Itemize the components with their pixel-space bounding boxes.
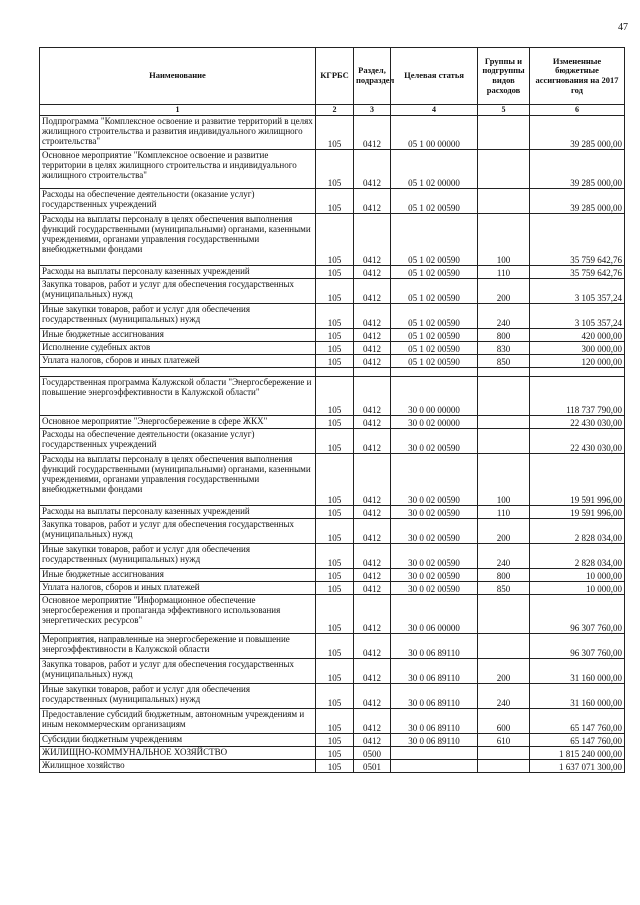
row-group: 110 <box>478 266 530 279</box>
page-number: 47 <box>618 22 628 33</box>
row-name: Основное мероприятие "Энергосбережение в сфере ЖКХ" <box>40 416 316 429</box>
row-kgrbs: 105 <box>316 342 354 355</box>
row-target: 30 0 02 00590 <box>391 569 478 582</box>
row-group: 200 <box>478 659 530 684</box>
row-section: 0412 <box>354 416 391 429</box>
row-name: Закупка товаров, работ и услуг для обеспечения государственных (муниципальных) нужд <box>40 279 316 304</box>
row-section: 0412 <box>354 214 391 266</box>
row-kgrbs: 105 <box>316 634 354 659</box>
row-group <box>478 429 530 454</box>
table-row <box>40 747 625 760</box>
row-section: 0412 <box>354 342 391 355</box>
table-row <box>40 416 625 429</box>
row-group: 610 <box>478 734 530 747</box>
row-name: Подпрограмма "Комплексное освоение и развитие территорий в целях жилищного строительства и развития индивидуального жилищного строительства" <box>40 116 316 150</box>
table-row <box>40 506 625 519</box>
row-amount: 96 307 760,00 <box>530 595 625 634</box>
row-name: Расходы на выплаты персоналу казенных учреждений <box>40 266 316 279</box>
row-name: Предоставление субсидий бюджетным, автономным учреждениям и иным некоммерческим организациям <box>40 709 316 734</box>
row-amount: 19 591 996,00 <box>530 506 625 519</box>
row-amount: 1 815 240 000,00 <box>530 747 625 760</box>
row-target: 30 0 02 00590 <box>391 544 478 569</box>
column-number-row <box>40 105 625 116</box>
row-section: 0412 <box>354 506 391 519</box>
row-amount: 22 430 030,00 <box>530 416 625 429</box>
row-target <box>391 368 478 377</box>
row-target: 30 0 06 89110 <box>391 634 478 659</box>
row-amount: 3 105 357,24 <box>530 304 625 329</box>
row-section: 0501 <box>354 760 391 773</box>
row-group <box>478 760 530 773</box>
row-target: 05 1 02 00590 <box>391 214 478 266</box>
row-target: 30 0 02 00590 <box>391 429 478 454</box>
row-name: Расходы на обеспечение деятельности (оказание услуг) государственных учреждений <box>40 189 316 214</box>
row-kgrbs <box>316 368 354 377</box>
column-number: 1 <box>40 105 316 116</box>
row-group <box>478 747 530 760</box>
row-kgrbs: 105 <box>316 429 354 454</box>
row-group: 240 <box>478 684 530 709</box>
row-group <box>478 416 530 429</box>
row-target <box>391 760 478 773</box>
header-amount: Измененные бюджетные ассигнования на 2017 год <box>530 48 625 105</box>
row-target: 30 0 06 89110 <box>391 734 478 747</box>
header-target: Целевая статья <box>391 48 478 105</box>
row-name: Иные бюджетные ассигнования <box>40 569 316 582</box>
row-section: 0412 <box>354 150 391 189</box>
row-amount: 65 147 760,00 <box>530 709 625 734</box>
row-name: Субсидии бюджетным учреждениям <box>40 734 316 747</box>
table-row <box>40 582 625 595</box>
row-group <box>478 116 530 150</box>
column-number: 2 <box>316 105 354 116</box>
row-group <box>478 377 530 416</box>
row-kgrbs: 105 <box>316 304 354 329</box>
row-name: Основное мероприятие "Комплексное освоение и развитие территории в целях жилищного строительства и индивидуального жилищного строительства" <box>40 150 316 189</box>
row-name: Иные бюджетные ассигнования <box>40 329 316 342</box>
row-section: 0412 <box>354 595 391 634</box>
row-group: 850 <box>478 355 530 368</box>
row-amount: 118 737 790,00 <box>530 377 625 416</box>
table-row <box>40 569 625 582</box>
table-row <box>40 355 625 368</box>
row-kgrbs: 105 <box>316 709 354 734</box>
row-group: 200 <box>478 519 530 544</box>
row-section: 0412 <box>354 582 391 595</box>
row-target: 30 0 06 89110 <box>391 659 478 684</box>
row-section: 0412 <box>354 569 391 582</box>
table-row <box>40 429 625 454</box>
row-target: 05 1 02 00590 <box>391 266 478 279</box>
table-row <box>40 659 625 684</box>
row-group: 240 <box>478 304 530 329</box>
row-name: Уплата налогов, сборов и иных платежей <box>40 582 316 595</box>
row-amount: 35 759 642,76 <box>530 214 625 266</box>
row-group <box>478 595 530 634</box>
header-section: Раздел, подраздел <box>354 48 391 105</box>
row-target: 30 0 00 00000 <box>391 377 478 416</box>
table-row <box>40 634 625 659</box>
row-section <box>354 368 391 377</box>
table-row <box>40 595 625 634</box>
row-group: 850 <box>478 582 530 595</box>
row-section: 0412 <box>354 684 391 709</box>
row-amount: 10 000,00 <box>530 582 625 595</box>
row-group: 600 <box>478 709 530 734</box>
row-name: ЖИЛИЩНО-КОММУНАЛЬНОЕ ХОЗЯЙСТВО <box>40 747 316 760</box>
table-row <box>40 329 625 342</box>
column-number: 5 <box>478 105 530 116</box>
row-amount: 2 828 034,00 <box>530 544 625 569</box>
row-name: Иные закупки товаров, работ и услуг для обеспечения государственных (муниципальных) нужд <box>40 684 316 709</box>
row-group <box>478 150 530 189</box>
budget-table <box>39 47 625 773</box>
header-kgrbs: КГРБС <box>316 48 354 105</box>
row-section: 0412 <box>354 709 391 734</box>
row-name: Государственная программа Калужской области "Энергосбережение и повышение энергоэффективности в Калужской области" <box>40 377 316 416</box>
row-group <box>478 368 530 377</box>
table-row <box>40 519 625 544</box>
header-name: Наименование <box>40 48 316 105</box>
row-name: Расходы на выплаты персоналу в целях обеспечения выполнения функций государственными (муниципальными) органами, казенными учреждениями, органами управления государственными внебюджетными фондами <box>40 454 316 506</box>
row-name: Уплата налогов, сборов и иных платежей <box>40 355 316 368</box>
table-row <box>40 116 625 150</box>
row-name: Расходы на выплаты персоналу казенных учреждений <box>40 506 316 519</box>
table-row <box>40 734 625 747</box>
row-kgrbs: 105 <box>316 416 354 429</box>
row-target: 30 0 02 00590 <box>391 519 478 544</box>
row-section: 0412 <box>354 659 391 684</box>
row-name: Закупка товаров, работ и услуг для обеспечения государственных (муниципальных) нужд <box>40 519 316 544</box>
table-row <box>40 544 625 569</box>
row-kgrbs: 105 <box>316 760 354 773</box>
row-amount: 120 000,00 <box>530 355 625 368</box>
row-target: 30 0 02 00590 <box>391 506 478 519</box>
table-row <box>40 189 625 214</box>
row-section: 0412 <box>354 734 391 747</box>
row-kgrbs: 105 <box>316 506 354 519</box>
row-amount: 1 637 071 300,00 <box>530 760 625 773</box>
row-amount: 35 759 642,76 <box>530 266 625 279</box>
row-kgrbs: 105 <box>316 519 354 544</box>
row-kgrbs: 105 <box>316 747 354 760</box>
row-group: 100 <box>478 214 530 266</box>
row-kgrbs: 105 <box>316 684 354 709</box>
row-amount: 65 147 760,00 <box>530 734 625 747</box>
row-target: 05 1 02 00590 <box>391 189 478 214</box>
row-target: 30 0 02 00000 <box>391 416 478 429</box>
table-row <box>40 709 625 734</box>
row-group: 800 <box>478 329 530 342</box>
column-number: 4 <box>391 105 478 116</box>
table-row <box>40 454 625 506</box>
row-section: 0412 <box>354 266 391 279</box>
table-row <box>40 279 625 304</box>
row-amount: 10 000,00 <box>530 569 625 582</box>
row-group: 200 <box>478 279 530 304</box>
row-section: 0412 <box>354 116 391 150</box>
table-row <box>40 304 625 329</box>
row-group <box>478 634 530 659</box>
row-name <box>40 368 316 377</box>
table-row <box>40 150 625 189</box>
row-kgrbs: 105 <box>316 266 354 279</box>
row-group: 240 <box>478 544 530 569</box>
row-kgrbs: 105 <box>316 279 354 304</box>
table-row <box>40 214 625 266</box>
row-kgrbs: 105 <box>316 569 354 582</box>
row-amount <box>530 368 625 377</box>
row-target: 30 0 06 00000 <box>391 595 478 634</box>
row-target: 05 1 02 00590 <box>391 355 478 368</box>
row-section: 0412 <box>354 304 391 329</box>
table-row <box>40 368 625 377</box>
column-number: 3 <box>354 105 391 116</box>
row-target: 30 0 06 89110 <box>391 684 478 709</box>
row-name: Основное мероприятие "Информационное обеспечение энергосбережения и пропаганда эффективного использования энергетических ресурсов" <box>40 595 316 634</box>
row-group: 800 <box>478 569 530 582</box>
row-kgrbs: 105 <box>316 355 354 368</box>
table-row <box>40 760 625 773</box>
row-target <box>391 747 478 760</box>
row-amount: 3 105 357,24 <box>530 279 625 304</box>
row-name: Расходы на выплаты персоналу в целях обеспечения выполнения функций государственными (муниципальными) органами, казенными учреждениями, органами управления государственными внебюджетными фондами <box>40 214 316 266</box>
row-amount: 39 285 000,00 <box>530 189 625 214</box>
row-amount: 96 307 760,00 <box>530 634 625 659</box>
row-name: Иные закупки товаров, работ и услуг для обеспечения государственных (муниципальных) нужд <box>40 304 316 329</box>
row-amount: 39 285 000,00 <box>530 116 625 150</box>
row-target: 30 0 02 00590 <box>391 454 478 506</box>
row-section: 0412 <box>354 454 391 506</box>
row-group: 830 <box>478 342 530 355</box>
row-kgrbs: 105 <box>316 189 354 214</box>
row-amount: 300 000,00 <box>530 342 625 355</box>
row-amount: 31 160 000,00 <box>530 659 625 684</box>
row-section: 0412 <box>354 279 391 304</box>
row-kgrbs: 105 <box>316 150 354 189</box>
row-kgrbs: 105 <box>316 116 354 150</box>
row-name: Мероприятия, направленные на энергосбережение и повышение энергоэффективности в Калужской области <box>40 634 316 659</box>
row-amount: 22 430 030,00 <box>530 429 625 454</box>
row-section: 0412 <box>354 189 391 214</box>
row-kgrbs: 105 <box>316 329 354 342</box>
row-kgrbs: 105 <box>316 595 354 634</box>
row-section: 0412 <box>354 377 391 416</box>
header-row <box>40 48 625 105</box>
row-amount: 39 285 000,00 <box>530 150 625 189</box>
table-row <box>40 266 625 279</box>
row-name: Жилищное хозяйство <box>40 760 316 773</box>
row-target: 30 0 06 89110 <box>391 709 478 734</box>
row-section: 0412 <box>354 544 391 569</box>
table-row <box>40 342 625 355</box>
row-name: Исполнение судебных актов <box>40 342 316 355</box>
row-target: 05 1 02 00590 <box>391 329 478 342</box>
row-group: 100 <box>478 454 530 506</box>
row-target: 05 1 02 00000 <box>391 150 478 189</box>
row-kgrbs: 105 <box>316 214 354 266</box>
row-kgrbs: 105 <box>316 454 354 506</box>
row-amount: 19 591 996,00 <box>530 454 625 506</box>
table-row <box>40 684 625 709</box>
row-section: 0412 <box>354 634 391 659</box>
header-group: Группы и подгруппы видов расходов <box>478 48 530 105</box>
row-section: 0412 <box>354 519 391 544</box>
row-section: 0412 <box>354 429 391 454</box>
row-target: 05 1 02 00590 <box>391 342 478 355</box>
row-section: 0412 <box>354 329 391 342</box>
row-name: Иные закупки товаров, работ и услуг для обеспечения государственных (муниципальных) нужд <box>40 544 316 569</box>
table-body <box>40 116 625 773</box>
row-kgrbs: 105 <box>316 659 354 684</box>
table-row <box>40 377 625 416</box>
row-kgrbs: 105 <box>316 544 354 569</box>
row-kgrbs: 105 <box>316 582 354 595</box>
row-kgrbs: 105 <box>316 377 354 416</box>
row-group: 110 <box>478 506 530 519</box>
row-amount: 2 828 034,00 <box>530 519 625 544</box>
row-section: 0500 <box>354 747 391 760</box>
row-amount: 420 000,00 <box>530 329 625 342</box>
row-kgrbs: 105 <box>316 734 354 747</box>
row-name: Закупка товаров, работ и услуг для обеспечения государственных (муниципальных) нужд <box>40 659 316 684</box>
row-target: 30 0 02 00590 <box>391 582 478 595</box>
row-target: 05 1 02 00590 <box>391 304 478 329</box>
row-target: 05 1 02 00590 <box>391 279 478 304</box>
row-target: 05 1 00 00000 <box>391 116 478 150</box>
row-group <box>478 189 530 214</box>
column-number: 6 <box>530 105 625 116</box>
row-name: Расходы на обеспечение деятельности (оказание услуг) государственных учреждений <box>40 429 316 454</box>
row-amount: 31 160 000,00 <box>530 684 625 709</box>
row-section: 0412 <box>354 355 391 368</box>
